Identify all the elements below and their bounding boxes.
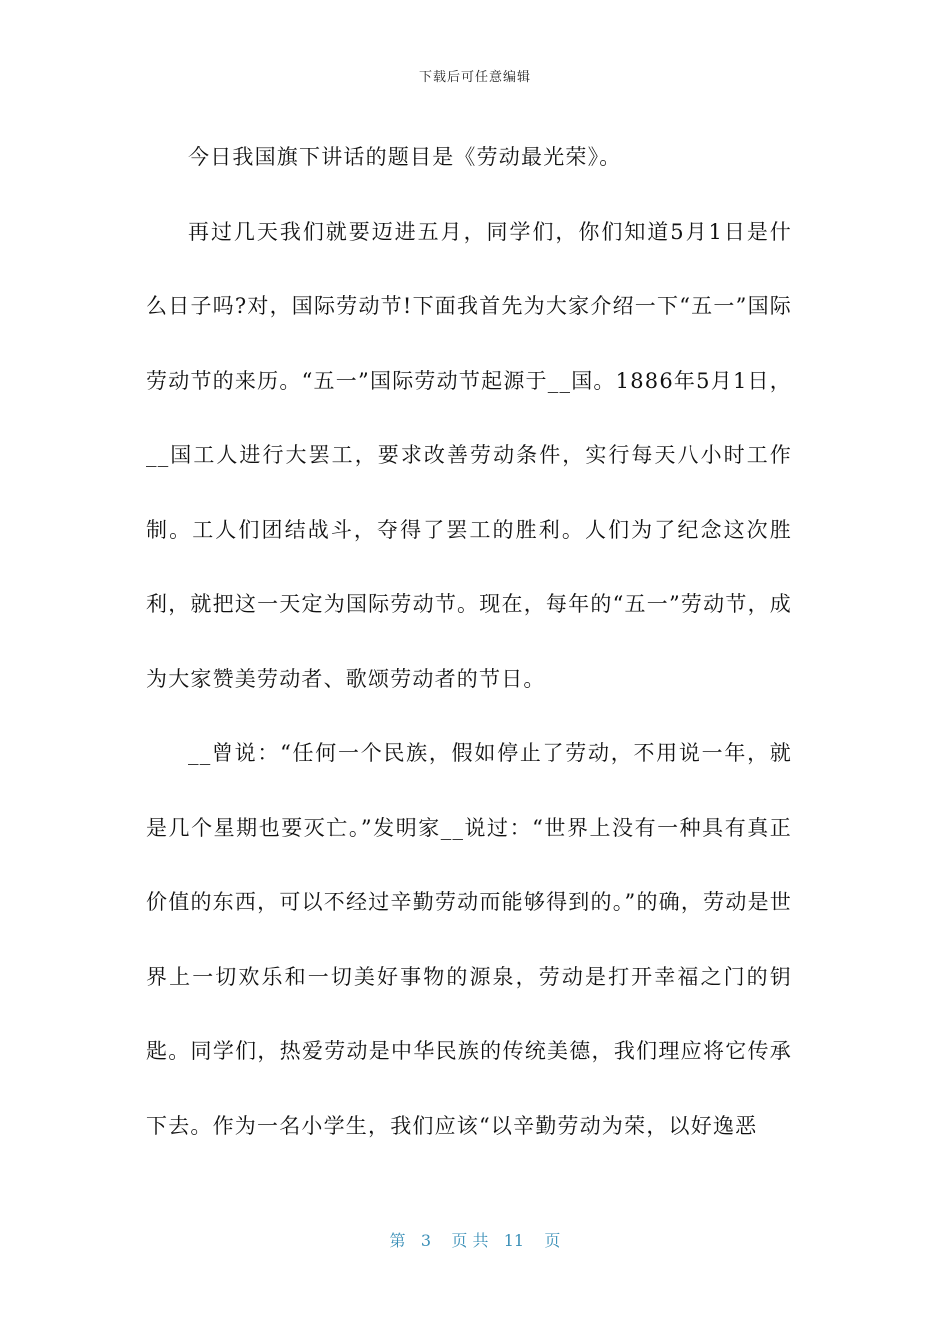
paragraph-1: 今日我国旗下讲话的题目是《劳动最光荣》。 [188, 145, 622, 169]
paragraph-3: __曾说：“任何一个民族，假如停止了劳动，不用说一年，就是几个星期也要灭亡。”发明家__说过：“世界上没有一种具有真正价值的东西，可以不经过辛勤劳动而能够得到的。”的确，劳动是世界上一切欢乐和一切美好事物的源泉，劳动是打开幸福之门的钥匙。同学们，热爱劳动是中华民族的传统美德，我们理应将它传承下去。作为一名小学生，我们应该“以辛勤劳动为荣，以好逸恶 [146, 741, 792, 1138]
paragraph-2: 再过几天我们就要迈进五月，同学们，你们知道5月1日是什么日子吗?对，国际劳动节!下面我首先为大家介绍一下“五一”国际劳动节的来历。“五一”国际劳动节起源于__国。1886年5月1日，__国工人进行大罢工，要求改善劳动条件，实行每天八小时工作制。工人们团结战斗，夺得了罢工的胜利。人们为了纪念这次胜利，就把这一天定为国际劳动节。现在，每年的“五一”劳动节，成为大家赞美劳动者、歌颂劳动者的节日。 [146, 219, 792, 691]
header-note: 下载后可任意编辑 [418, 70, 531, 85]
footer-middle: 页 共 [451, 1231, 489, 1250]
footer-prefix: 第 [389, 1231, 406, 1250]
footer-page-number: 3 [420, 1231, 432, 1250]
page-footer [0, 1228, 950, 1251]
body-text [146, 120, 792, 1163]
footer-total-pages: 11 [503, 1231, 525, 1250]
footer-suffix: 页 [544, 1231, 561, 1250]
